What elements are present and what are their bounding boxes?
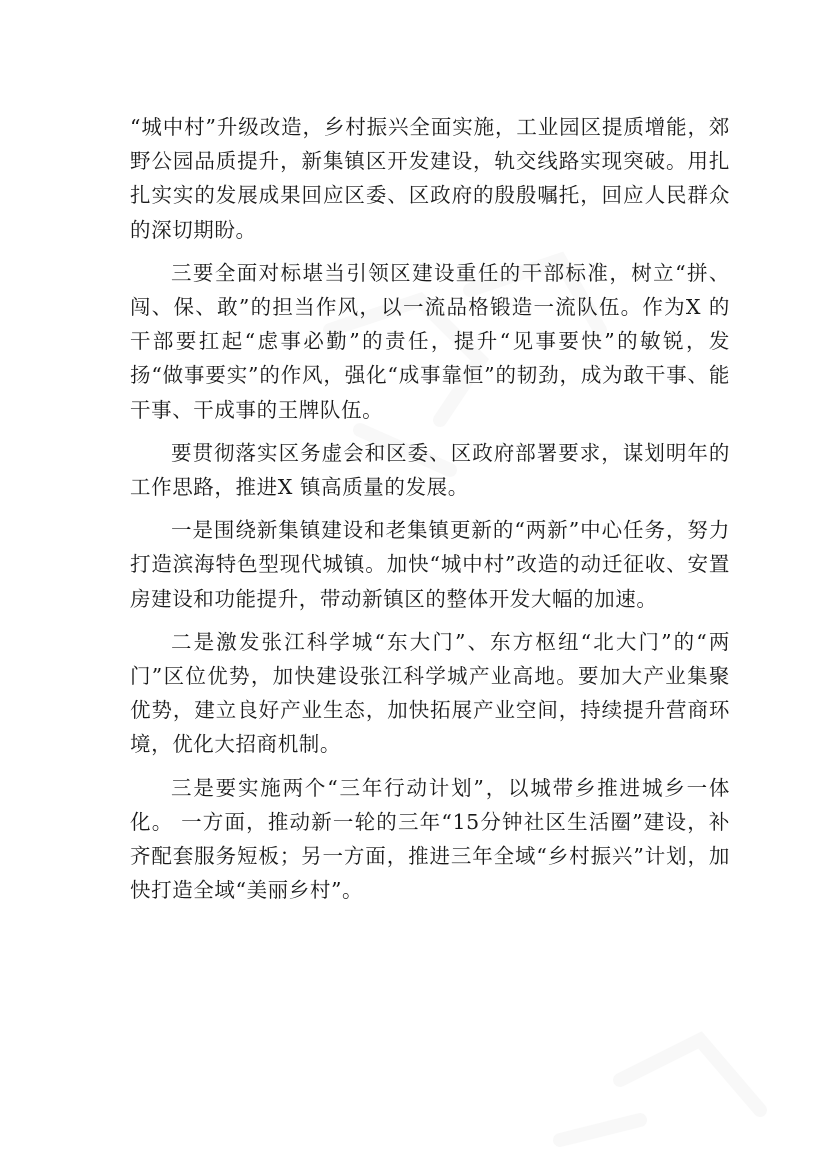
paragraph-6: 三是要实施两个“三年行动计划”，以城带乡推进城乡一体化。 一方面，推动新一轮的三年“15分钟社区生活圈”建设，补齐配套服务短板；另一方面，推进三年全域“乡村振兴”计划，加快打造全域“美丽乡村”。 [130, 775, 730, 903]
paragraph-2: 三要全面对标堪当引领区建设重任的干部标准，树立“拼、闯、保、敢”的担当作风，以一流品格锻造一流队伍。作为X 的干部要扛起“虑事必勤”的责任，提升“见事要快”的敏锐，发扬“做事要实”的作风，强化“成事靠恒”的韧劲，成为敢干事、能干事、干成事的王牌队伍。 [130, 260, 730, 422]
paragraph-1: “城中村”升级改造，乡村振兴全面实施，工业园区提质增能，郊野公园品质提升，新集镇区开发建设，轨交线路实现突破。用扎扎实实的发展成果回应区委、区政府的殷殷嘱托，回应人民群众的深切期盼。 [130, 115, 730, 242]
paragraph-5: 二是激发张江科学城“东大门”、东方枢纽“北大门”的“两门”区位优势，加快建设张江科学城产业高地。要加大产业集聚优势，建立良好产业生态，加快拓展产业空间，持续提升营商环境，优化大招商机制。 [130, 629, 730, 757]
paragraph-3: 要贯彻落实区务虚会和区委、区政府部署要求，谋划明年的工作思路，推进X 镇高质量的发展。 [130, 440, 730, 500]
document-body [130, 110, 730, 916]
paragraph-4: 一是围绕新集镇建设和老集镇更新的“两新”中心任务，努力打造滨海特色型现代城镇。加快“城中村”改造的动迁征收、安置房建设和功能提升，带动新镇区的整体开发大幅的加速。 [130, 518, 730, 611]
